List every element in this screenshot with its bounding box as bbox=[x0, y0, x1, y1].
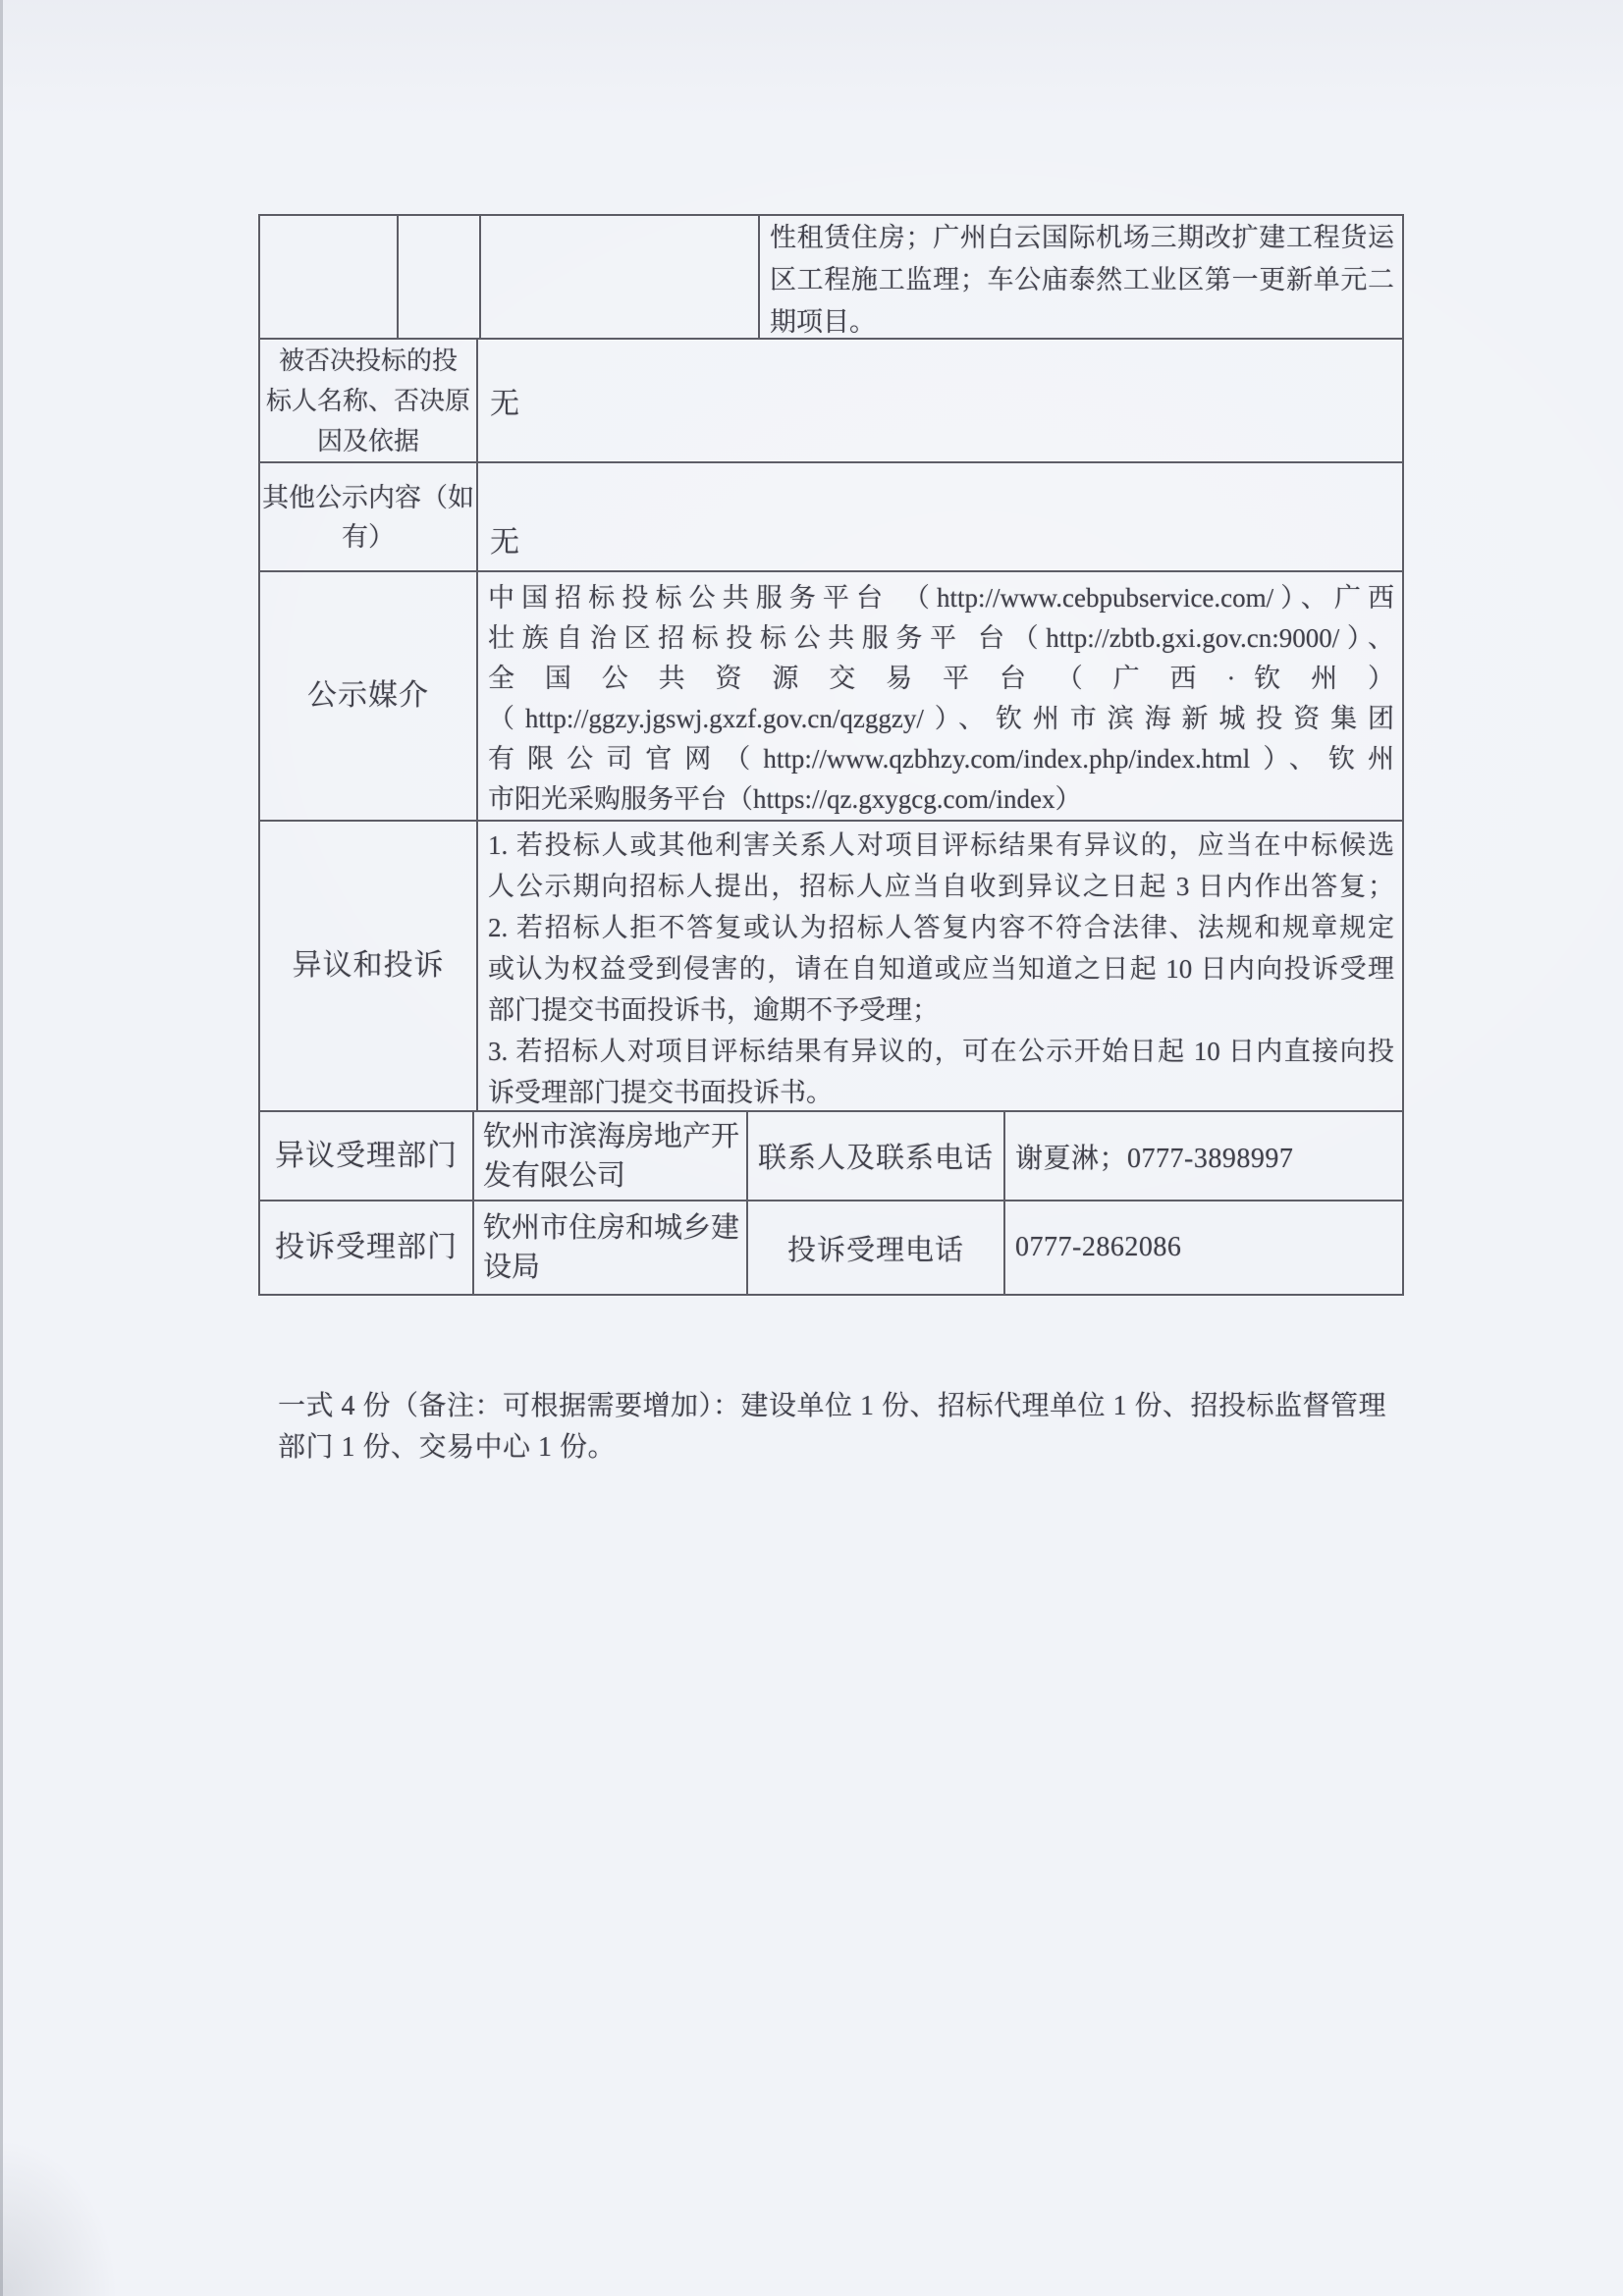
empty-cell bbox=[260, 216, 399, 338]
publicity-media-label: 公示媒介 bbox=[260, 572, 478, 820]
complaint-department-name: 钦州市住房和城乡建 设局 bbox=[474, 1201, 748, 1294]
copies-distribution-note: 一式 4 份（备注：可根据需要增加）：建设单位 1 份、招标代理单位 1 份、招投标监督管理 部门 1 份、交易中心 1 份。 bbox=[278, 1391, 1387, 1463]
table-row-objection-and-complaint bbox=[260, 822, 1402, 1112]
objection-department-name: 钦州市滨海房地产开 发有限公司 bbox=[474, 1112, 748, 1200]
project-achievements-continuation-text: 性租赁住房；广州白云国际机场三期改扩建工程货运 区工程施工监理；车公庙泰然工业区第一更新单元二 期项目。 bbox=[770, 223, 1394, 337]
table-row-rejected-bidders bbox=[260, 340, 1402, 463]
scan-shadow-artifact bbox=[0, 2139, 118, 2296]
rejected-bidders-value: 无 bbox=[490, 388, 519, 420]
bid-result-publicity-table bbox=[258, 214, 1404, 1296]
scan-edge-artifact bbox=[0, 0, 3, 2296]
table-row-other-publicity bbox=[260, 463, 1402, 572]
objection-contact-label: 联系人及联系电话 bbox=[748, 1112, 1005, 1200]
other-publicity-value: 无 bbox=[490, 526, 519, 559]
objection-department-label: 异议受理部门 bbox=[260, 1112, 474, 1200]
complaint-department-label: 投诉受理部门 bbox=[260, 1201, 474, 1294]
publicity-media-platforms-text: 中国招标投标公共服务平台 （http://www.cebpubservice.com/）、广西 壮族自治区招标投标公共服务平 台（http://zbtb.gxi.gov.cn:9000/）、 全 国 公 共 资 源 交 易 平 台 （ 广 西 · 钦 州 ） （http://ggzy.jgswj.gxzf.gov.cn/qzggzy/）、钦州市滨海新城投资集团 有限公司官网（http://www.qzbhzy.com/index.php/index.html）、钦州 市阳光采购服务平台（https://qz.gxygcg.com/index） bbox=[488, 583, 1394, 814]
table-row-publicity-media bbox=[260, 572, 1402, 822]
empty-cell bbox=[481, 216, 760, 338]
empty-cell bbox=[399, 216, 481, 338]
complaint-phone-label: 投诉受理电话 bbox=[748, 1201, 1005, 1294]
table-row-objection-department bbox=[260, 1112, 1402, 1201]
objection-contact-value: 谢夏淋；0777-3898997 bbox=[1015, 1143, 1294, 1174]
objection-complaint-rules-text: 1. 若投标人或其他利害关系人对项目评标结果有异议的，应当在中标候选 人公示期向招标人提出，招标人应当自收到异议之日起 3 日内作出答复； 2. 若招标人拒不答复或认为招标人答复内容不符合法律、法规和规章规定 或认为权益受到侵害的，请在自知道或应当知道之日起 10 日内向投诉受理 部门提交书面投诉书，逾期不予受理； 3. 若招标人对项目评标结果有异议的，可在公示开始日起 10 日内直接向投 诉受理部门提交书面投诉书。 bbox=[488, 830, 1394, 1107]
table-row-complaint-department bbox=[260, 1201, 1402, 1294]
rejected-bidders-label: 被否决投标的投 标人名称、否决原 因及依据 bbox=[260, 340, 478, 461]
table-row-continuation bbox=[260, 216, 1402, 340]
other-publicity-label: 其他公示内容（如 有） bbox=[260, 463, 478, 570]
complaint-phone-value: 0777-2862086 bbox=[1015, 1232, 1182, 1262]
objection-complaint-label: 异议和投诉 bbox=[260, 822, 478, 1110]
